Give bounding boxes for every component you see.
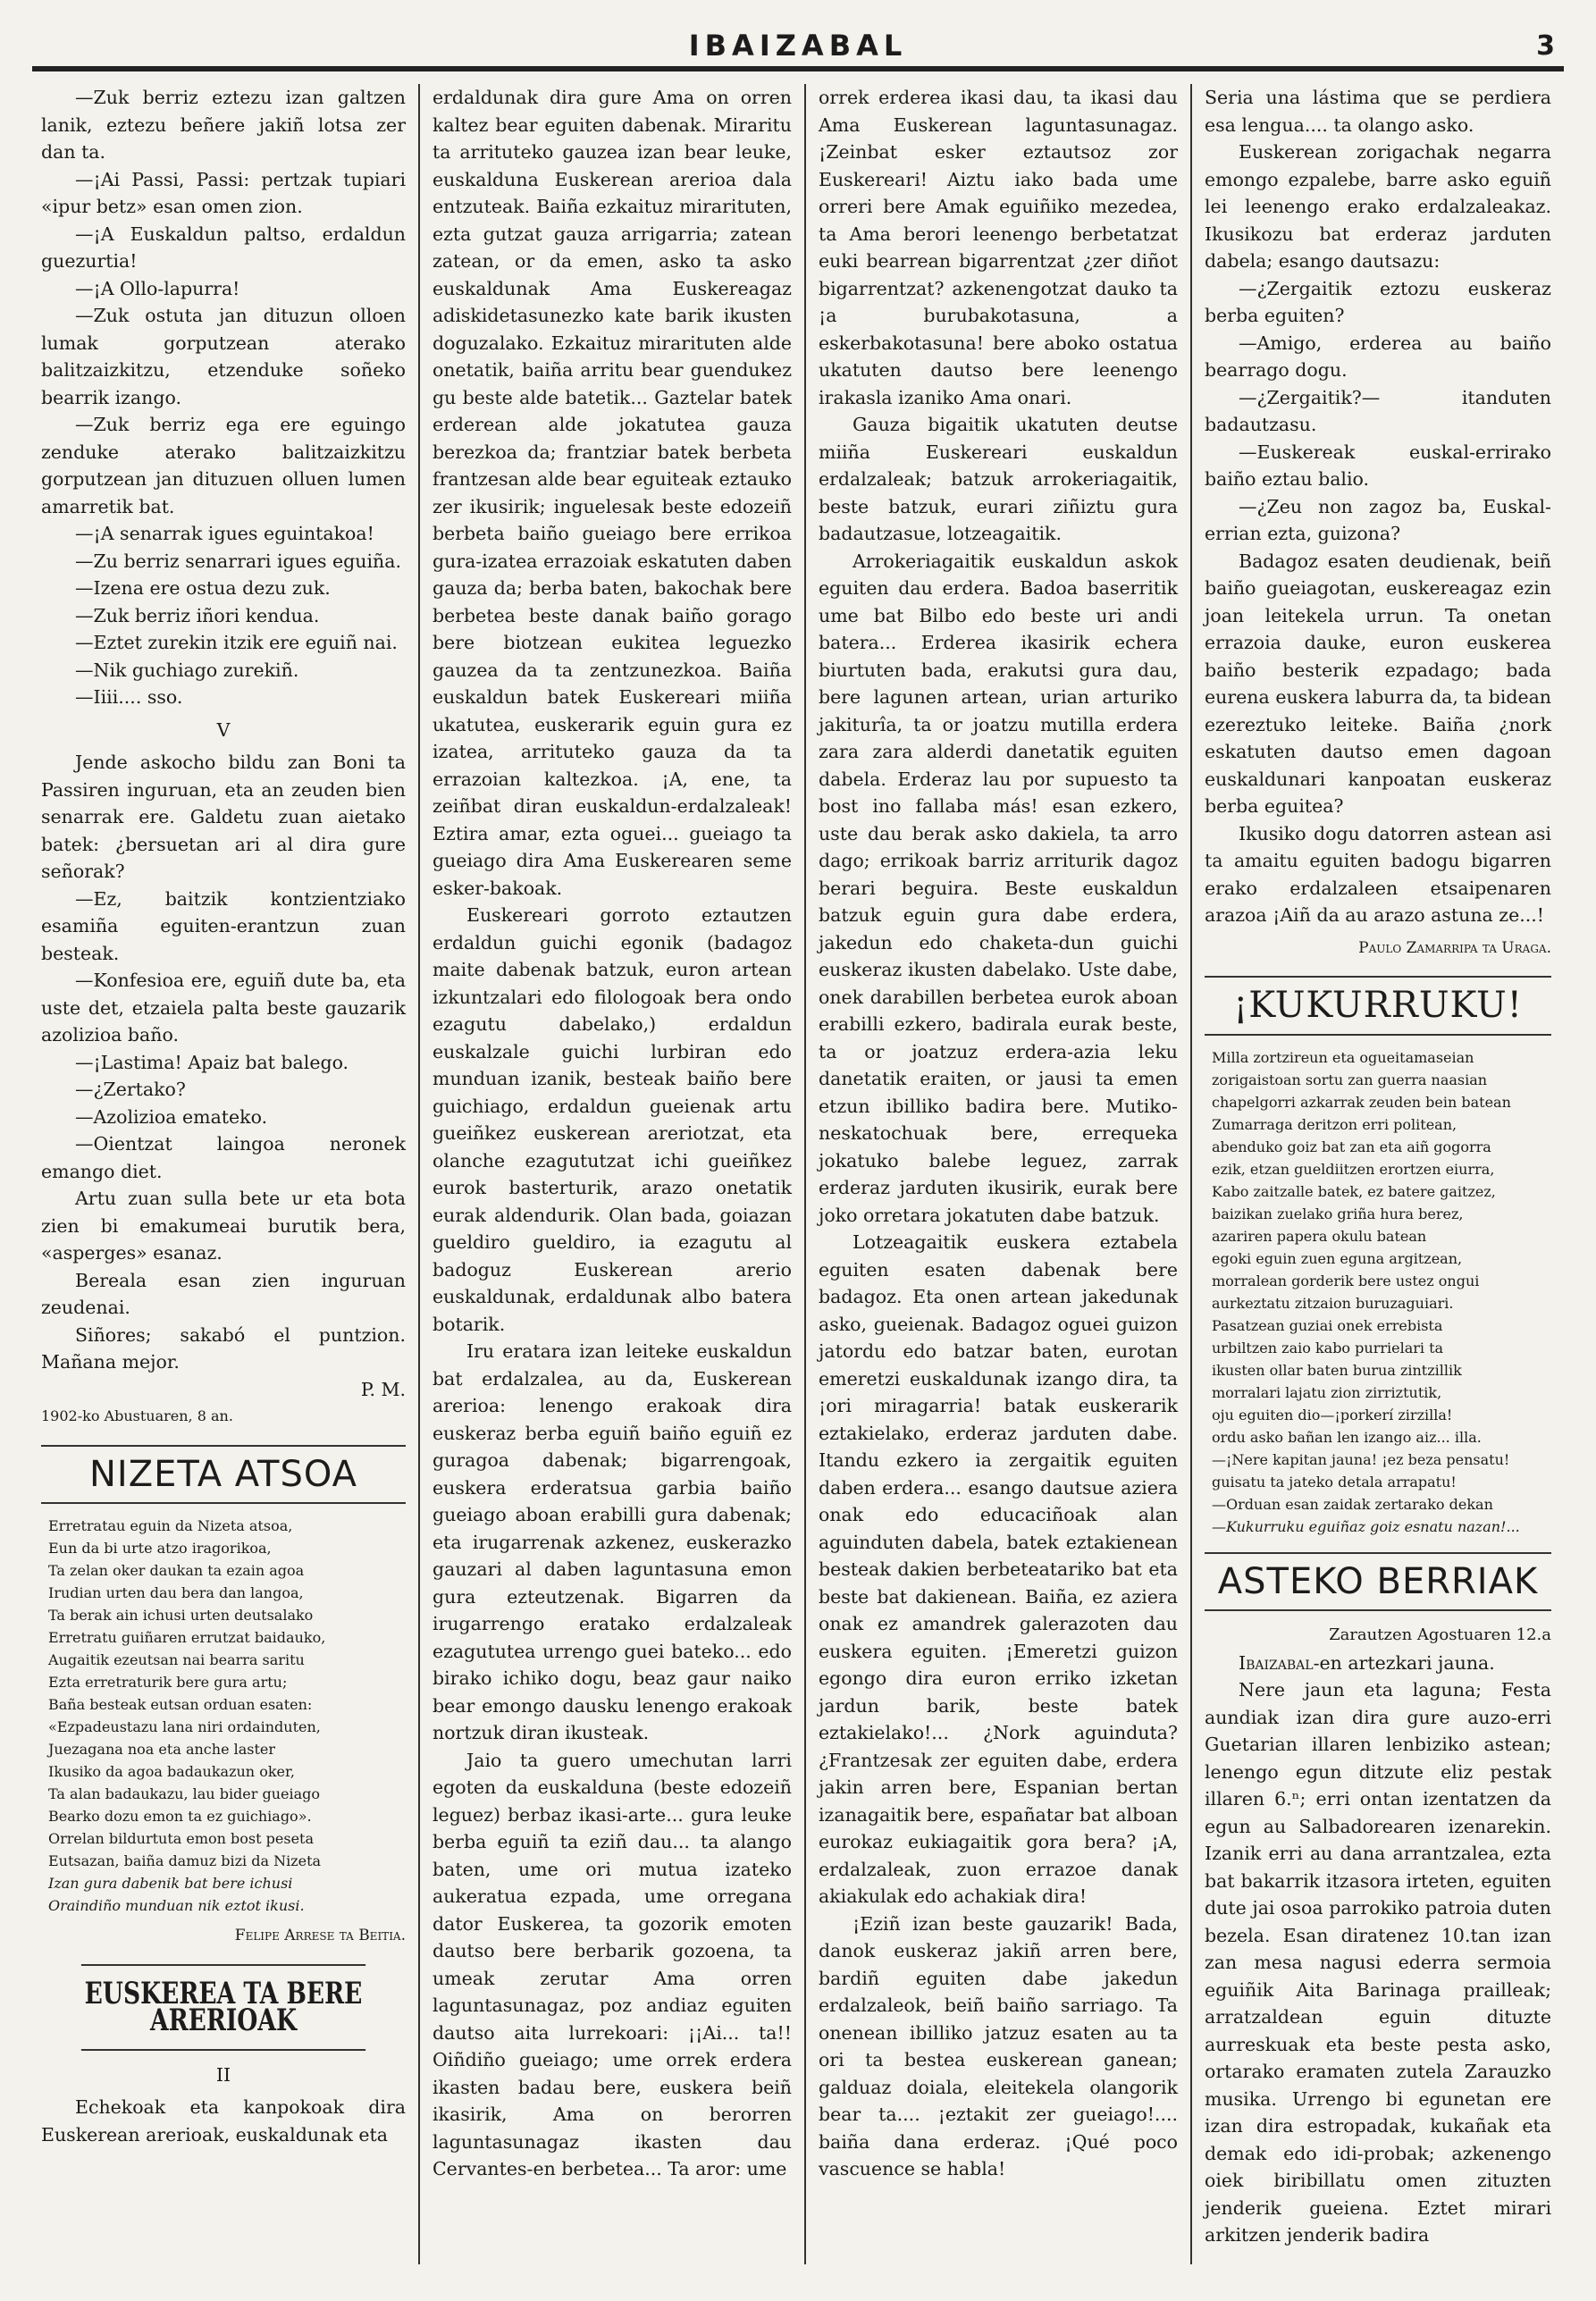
paragraph: —Oientzat laingoa neronek emango diet. bbox=[41, 1133, 406, 1182]
paragraph: —Azolizioa emateko. bbox=[75, 1105, 268, 1128]
paragraph: Echekoak eta kanpokoak dira Euskerean arerioak, euskaldunak eta bbox=[41, 2096, 406, 2146]
poem-line-italic: Izan gura dabenik bat bere ichusi bbox=[48, 1875, 293, 1892]
paragraph: —¿Zeu non zagoz ba, Euskal-errian ezta, guizona? bbox=[1205, 495, 1551, 544]
poem-line: Ta berak ain ichusi urten deutsalako bbox=[48, 1607, 314, 1624]
poem-line: morralari lajatu zion zirriztutik, bbox=[1212, 1383, 1442, 1401]
dialogue-line: —¡A Ollo-lapurra! bbox=[75, 277, 240, 299]
poem-line: Orrelan bildurtuta emon bost peseta bbox=[48, 1830, 315, 1847]
dialogue-line: —Eztet zurekin itzik ere eguiñ nai. bbox=[75, 632, 398, 653]
poem-line-italic: Oraindiño munduan nik eztot ikusi. bbox=[48, 1897, 305, 1914]
page-number: 3 bbox=[1536, 30, 1555, 62]
paragraph: Artu zuan sulla bete ur eta bota zien bi emakumeai burutik bera, «asperges» esanaz. bbox=[41, 1188, 406, 1264]
poem-line: Bearko dozu emon ta ez guichiago». bbox=[48, 1808, 312, 1825]
poem-line: chapelgorri azkarrak zeuden bein batean bbox=[1212, 1093, 1511, 1111]
paragraph: Arrokeriagaitik euskaldun askok eguiten dau erdera. Badoa baserritik ume bat Bilbo edo beste uri andi batera... Erderea ikasirik echera biurtuten bada, erakutsi gura dau, bere lagunen artean, urian arturiko jakiturîa, ta or joatzu mutilla erdera zara zara alderdi danetatik eguiten dabela. Erderaz lau por supuesto ta bost ino fallaba más! esan ezkero, uste dau berak asko dakiela, ta arro dago; errikoak barriz arriturik dagoz berari beguira. Beste euskaldun batzuk eguin gura dabe erdera, jakedun edo chaketa-dun guichi euskeraz ikusten dabelako. Uste dabe, onek darabillen berbetea eurok aboan erabilli ezkero, badirala eurak beste, ta or joatzuz erdera-azia leku danetatik eraiten, or jausi ta emen etzun ibilliko badira bere. Mutiko-neskatochuak bere, errequeka jokatuko balebe leguez, zarrak erderaz jarduten ikusirik, eurak bere joko orretara jokatuten dabe batzuk. bbox=[819, 550, 1178, 1226]
paragraph: Gauza bigaitik ukatuten deutse miiña Euskereari euskaldun erdalzaleak; batzuk arrokeriagaitik, beste batzuk, eurari ziñiztu gura badautzasue, lotzeagaitik. bbox=[819, 414, 1178, 544]
dialogue-line: —Iiii.... sso. bbox=[75, 686, 183, 708]
dialogue-line: —Zuk berriz eztezu izan galtzen lanik, eztezu beñere jakiñ lotsa zer dan ta. bbox=[41, 87, 406, 163]
signature: P. M. bbox=[360, 1378, 406, 1400]
column-3 bbox=[804, 84, 1190, 2264]
section-number: II bbox=[215, 2063, 231, 2086]
section-heading-kukurruku: ¡KUKURRUKU! bbox=[1205, 976, 1551, 1036]
dialogue bbox=[41, 84, 406, 711]
dialogue-line: —Izena ere ostua dezu zuk. bbox=[75, 577, 331, 599]
poem-line: —Orduan esan zaidak zertarako dekan bbox=[1212, 1495, 1493, 1513]
poem-line: ikusten ollar baten burua zintzillik bbox=[1212, 1361, 1462, 1379]
poem-line: Ta zelan oker daukan ta ezain agoa bbox=[48, 1562, 305, 1579]
dialogue-line: —¡Ai Passi, Passi: pertzak tupiari «ipur betz» esan omen zion. bbox=[41, 168, 406, 217]
poem-line: Kabo zaitzalle batek, ez batere gaitzez, bbox=[1212, 1182, 1496, 1200]
section-heading-nizeta: NIZETA ATSOA bbox=[41, 1445, 406, 1505]
dialogue-line: —Zuk berriz iñori kendua. bbox=[75, 604, 320, 626]
dialogue-line: —¡A senarrak igues eguintakoa! bbox=[75, 523, 374, 544]
columns bbox=[32, 84, 1564, 2264]
poem-line: Eutsazan, baiña damuz bizi da Nizeta bbox=[48, 1852, 322, 1869]
poem-line: urbiltzen zaio kabo purrielari ta bbox=[1212, 1339, 1444, 1356]
poem-line: zorigaistoan sortu zan guerra naasian bbox=[1212, 1071, 1488, 1088]
header-rule bbox=[32, 66, 1564, 71]
paragraph: —¿Zergaitik eztozu euskeraz berba eguiten? bbox=[1205, 277, 1551, 326]
paragraph: —Ez, baitzik kontzientziako esamiña eguiten-erantzun zuan besteak. bbox=[41, 887, 406, 964]
addressee-rest: -en artezkari jauna. bbox=[1313, 1651, 1495, 1674]
poem-author: Felipe Arrese ta Beitia. bbox=[234, 1927, 406, 1944]
paragraph: —¿Zergaitik?— itanduten badautzasu. bbox=[1205, 386, 1551, 435]
paragraph: —¡Lastima! Apaiz bat balego. bbox=[75, 1051, 349, 1073]
poem-line-italic: —Kukurruku eguiñaz goiz esnatu nazan!... bbox=[1212, 1517, 1520, 1535]
paragraph: Ikusiko dogu datorren astean asi ta amaitu eguiten badogu bigarren erako erdalzaleen etsaipenaren arazoa ¡Aiñ da au arazo astuna ze...! bbox=[1205, 822, 1551, 926]
dialogue-line: —Zu berriz senarrari igues eguiña. bbox=[75, 550, 401, 572]
section-number: V bbox=[216, 718, 231, 741]
poem-line: aurkeztatu zitzaion buruzaguiari. bbox=[1212, 1294, 1454, 1312]
paragraph: Euskereari gorroto eztautzen erdaldun guichi egonik (badagoz maite dabenak batzuk, euron artean izkuntzalari edo filologoak bera ondo ezagutu dabelako,) erdaldun euskalzale guichi lurbiran edo munduan izanik, besteak baiño bere guichiago, erdaldun gueienak artu gueiñkez euskerean areriotzat, eta olanche ezagututzat ichi gueiñkez eurok basterturik, arazo onetatik eurak aldendurik. Olan bada, goiazan gueldiro gueldiro, ia ezagutu al badoguz Euskerean arerio euskaldunak, erdaldunak albo batera botarik. bbox=[433, 904, 792, 1335]
paragraph: Jende askocho bildu zan Boni ta Passiren inguruan, eta an zeuden bien senarrak ere. Galdetu zuan aietako batek: ¿bersuetan ari al dira gure señorak? bbox=[41, 752, 406, 882]
poem-line: «Ezpadeustazu lana niri ordainduten, bbox=[48, 1718, 321, 1735]
paragraph: —¿Zertako? bbox=[75, 1079, 186, 1100]
poem-line: Ezta erretraturik bere gura artu; bbox=[48, 1674, 288, 1691]
article-author: Paulo Zamarripa ta Uraga. bbox=[1358, 938, 1551, 957]
paragraph: erdaldunak dira gure Ama on orren kaltez bear eguiten dabenak. Miraritu ta arrituteko gauzea izan bear leuke, euskalduna Euskerean arerioa dala entzuteak. Baiña ezkaituz mirarituten, ezta gutzat gauza arrigarria; zatean zatean, or da emen, asko ta asko euskaldunak Ama Euskereagaz adiskidetasunezko kate barik ikusten doguzalako. Ezkaituz mirarituten alde onetatik, baiña arritu bear guendukez gu beste alde batetik... Gaztelar batek erderean alde jokatutea gauza berezkoa da; frantziar batek berbeta frantzesan alde bear eguiteak eztauko zer ikusirik; inguelesak beste edozeiñ berbeta baiño gueiago bere errikoa gura-izatea errazoiak eskatuten daben gauza da; berba baten, bakochak bere berbetea beste danak baiño gorago bere biotzean eukitea leguezko gauzea da ta zentzunezkoa. Baiña euskaldun batek Euskereari miiña ukatutea, euskerarik eguin gura ez izatea, arrituteko gauza da ta errazoian kaltezkoa. ¡A, ene, ta zeiñbat diran euskaldun-erdalzaleak! Eztira amar, ezta oguei... gueiago ta gueiago dira Ama Euskerearen seme esker-bakoak. bbox=[433, 87, 792, 899]
poem-line: baizikan zuelako griña hura berez, bbox=[1212, 1205, 1464, 1222]
poem-line: Baña besteak eutsan orduan esaten: bbox=[48, 1696, 313, 1713]
column-4 bbox=[1190, 84, 1564, 2264]
poem-line: Eun da bi urte atzo iragorikoa, bbox=[48, 1540, 272, 1557]
poem-line: Irudian urten dau bera dan langoa, bbox=[48, 1584, 304, 1601]
poem-line: Pasatzean guziai onek errebista bbox=[1212, 1316, 1443, 1334]
poem-line: azariren papera okulu batean bbox=[1212, 1227, 1427, 1245]
dialogue-line: —Zuk berriz ega ere eguingo zenduke aterako balitzaizkitzu gorputzean jan dituzuen olluen lumen amarretik bat. bbox=[41, 414, 406, 517]
part-v bbox=[41, 749, 406, 1376]
paragraph: Iru eratara izan leiteke euskaldun bat erdalzalea, au da, Euskerean arerioa: lenengo erakoak dira euskeraz berba eguiñ baiño eguiñ ez guragoa dabenak; bigarrengoak, euskera erderatsua garbia baiño gueiago aboan erabilli gura dabenak; eta irugarrenak azkenez, euskerazko gauzari al daben laguntasuna emon gura ezteutzenak. Bigarren da irugarrengo eratako erdalzaleak ezagututea urrengo guei bateko... edo birako ichiko dogu, beaz gaur naiko bear emongo dausku lenengo erakoak nortzuk diran ikusteak. bbox=[433, 1340, 792, 1743]
poem-line: Milla zortzireun eta ogueitamaseian bbox=[1212, 1048, 1474, 1066]
dialogue-line: —¡A Euskaldun paltso, erdaldun guezurtia! bbox=[41, 223, 406, 272]
page-header bbox=[32, 25, 1564, 63]
poem-line: Augaitik ezeutsan nai bearra saritu bbox=[48, 1651, 305, 1668]
poem-line: morralean gorderik bere ustez ongui bbox=[1212, 1272, 1480, 1289]
paragraph: Jaio ta guero umechutan larri egoten da euskalduna (beste edozeiñ leguez) berbaz ikasi-arte... gura leuke berba eguiñ ta eziñ dau... ta alango baten, ume ori mutua izateko aukeratua ezpada, ume orregana dator Euskerea, ta gozorik emoten dautso bere berbarik gozoena, ta umeak zerutar Ama orren laguntasunagaz, poz andiaz eguiten dautso aita lurrekoari: ¡¡Ai... ta!! Oiñdiño gueiago; ume orrek erdera ikasten badau bere, euskera beiñ ikasirik, Ama on berorren laguntasunagaz ikasten dau Cervantes-en berbetea... Ta aror: ume bbox=[433, 1749, 792, 2179]
paragraph: ¡Eziñ izan beste gauzarik! Bada, danok euskeraz jakiñ arren bere, bardiñ eguiten dabe jakedun erdalzaleok, beiñ baiño sarriago. Ta onenean ibilliko jatzuz esaten au ta ori ta bestea euskerean ganean; galduaz doiala, eleitekela olangorik bear ta.... ¡eztakit zer gueiago!.... baiña dana erderaz. ¡Qué poco vascuence se habla! bbox=[819, 1912, 1178, 2179]
poem-line: Erretratu guiñaren errutzat baidauko, bbox=[48, 1629, 326, 1646]
poem-line: Juezagana noa eta anche laster bbox=[48, 1741, 276, 1758]
poem-line: ordu asko bañan len izango aiz... illa. bbox=[1212, 1428, 1482, 1446]
paragraph: Nere jaun eta laguna; Festa aundiak izan dira gure auzo-erri Guetarian illaren lenbiziko astean; lenengo egun ditzute eliz pestak illaren 6.ⁿ; erri ontan izentatzen da egun au Salbadorearen izenarekin. Izanik erri au dana arrantzalea, ezta bat bakarrik itzasora irteten, eguiten dute jai osoa parrokiko patroia duten bezela. Esan diratenez 10.tan izan zan mesa nagusi ederra sermoia eguiñik Aita Barinaga prailleak; arratzaldean eguin dituzte aurreskuak eta beste pesta asko, ortarako eramaten zutela Zarauzko musika. Urrengo bi egunetan ere izan dira estropadak, kukañak eta demak edo idi-probak; azkenengo oiek biribillatu omen zituzten jenderik gueiena. Eztet mirari arkitzen jenderik badira bbox=[1205, 1679, 1551, 2246]
poem-line: Ta alan badaukazu, lau bider gueiago bbox=[48, 1785, 321, 1802]
addressee-name: Ibaizabal bbox=[1239, 1651, 1314, 1674]
newspaper-title: IBAIZABAL bbox=[688, 29, 908, 63]
poem-line: guisatu ta jateko detala arrapatu! bbox=[1212, 1473, 1457, 1491]
article-date: 1902-ko Abustuaren, 8 an. bbox=[41, 1407, 233, 1424]
paragraph: Bereala esan zien inguruan zeudenai. bbox=[41, 1269, 406, 1318]
poem-line: ezik, etzan gueldiitzen erortzen eiurra, bbox=[1212, 1160, 1495, 1178]
poem-line: Erretratau eguin da Nizeta atsoa, bbox=[48, 1517, 293, 1534]
paragraph: Lotzeagaitik euskera eztabela eguiten esaten dabenak bere badagoz. Eta onen artean jakedunak asko, gueienak. Badagoz oguei guizon jatordu edo batzar baten, eurotan emeretzi euskaldunak izango dira, ta ¡ori miragarria! batak euskerarik eztakielako, erderaz jarduten dabe. Itandu ezkero ia zergaitik eguiten daben erdera... esango dautsue aziera onak edo educaciñoak alan aguinduten dabela, batek eztakienean besteak dakien berbeteatariko bat eta beste bat dakienean. Baiña, ez aziera onak ez amandrek galerazoten dau euskera eguiten. ¡Emeretzi guizon egongo dira euron erriko izketan jardun barik, beste batek eztakielako!... ¿Nork aguinduta? ¿Frantzesak zer eguiten dabe, erdera jakin arren bere, Espanian bertan izanagaitik bere, españatar bat alboan eurokaz eukiagaitik gora bera? ¡A, erdalzaleak, zuon errazoe danak akiakulak edo achakiak dira! bbox=[819, 1231, 1178, 1907]
column-2 bbox=[418, 84, 804, 2264]
poem-line: abenduko goiz bat zan eta aiñ gogorra bbox=[1212, 1138, 1491, 1155]
poem-line: oju eguiten dio—¡porkerí zirzilla! bbox=[1212, 1406, 1453, 1423]
paragraph: Badagoz esaten deudienak, beiñ baiño gueiagotan, euskereagaz ezin joan leitekela urrun. Ta onetan errazoia dauke, euron euskerea baiño besterik ezpadago; bada eurena euskera laburra da, ta bidean ezereztuko leiteke. Baiña ¿nork eskatuten dautso emen dagoan euskaldunari kanpoatan euskeraz berba eguitea? bbox=[1205, 550, 1551, 817]
kukurruku-poem bbox=[1205, 1046, 1551, 1538]
addressee bbox=[1205, 1650, 1551, 1677]
dateline: Zarautzen Agostuaren 12.a bbox=[1329, 1625, 1551, 1644]
poem-line: —¡Nere kapitan jauna! ¡ez beza pensatu! bbox=[1212, 1450, 1510, 1468]
paragraph: —Konfesioa ere, eguiñ dute ba, eta uste det, etzaiela palta beste gauzarik azolizioa baño. bbox=[41, 970, 406, 1046]
paragraph: Siñores; sakabó el puntzion. Mañana mejor. bbox=[41, 1323, 406, 1373]
paragraph: —Euskereak euskal-errirako baiño eztau balio. bbox=[1205, 441, 1551, 490]
poem-line: Zumarraga deritzon erri politean, bbox=[1212, 1115, 1457, 1133]
section-heading-euskerea: EUSKEREA TA BERE ARERIOAK bbox=[81, 1964, 365, 2051]
poem bbox=[41, 1515, 406, 1917]
dialogue-line: —Nik guchiago zurekiñ. bbox=[75, 659, 299, 681]
dialogue-line: —Zuk ostuta jan dituzun olloen lumak gorputzean aterako balitzaizkitzu, etzenduke soñeko bearrik izango. bbox=[41, 305, 406, 408]
poem-line: Ikusiko da agoa badaukazun oker, bbox=[48, 1763, 295, 1780]
column-1 bbox=[32, 84, 418, 2264]
paragraph: Seria una lástima que se perdiera esa lengua.... ta olango asko. bbox=[1205, 87, 1551, 136]
paragraph: Euskerean zorigachak negarra emongo ezpalebe, barre asko eguiñ lei leenengo erako erdalzaleakaz. Ikusikozu bat erderaz jarduten dabela; esango dautsazu: bbox=[1205, 141, 1551, 272]
paragraph: orrek erderea ikasi dau, ta ikasi dau Ama Euskerean laguntasunagaz. ¡Zeinbat esker eztautsoz zor Euskereari! Aiztu iako bada ume orreri bere Amak eguiñiko mezedea, ta Ama berori leenengo berbetatzat euki bearrean bigarrentzat ¿zer diñot bigarrentzat? azkenengotzat dauko ta ¡a burubakotasuna, a eskerbakotasuna! bere aboko ostatua ukatuten dautso bere leenengo irakasla izaniko Ama onari. bbox=[819, 87, 1178, 408]
section-heading-asteko: ASTEKO BERRIAK bbox=[1205, 1552, 1551, 1612]
paragraph: —Amigo, erderea au baiño bearrago dogu. bbox=[1205, 332, 1551, 381]
poem-line: egoki eguin zuen eguna argitzean, bbox=[1212, 1249, 1463, 1267]
